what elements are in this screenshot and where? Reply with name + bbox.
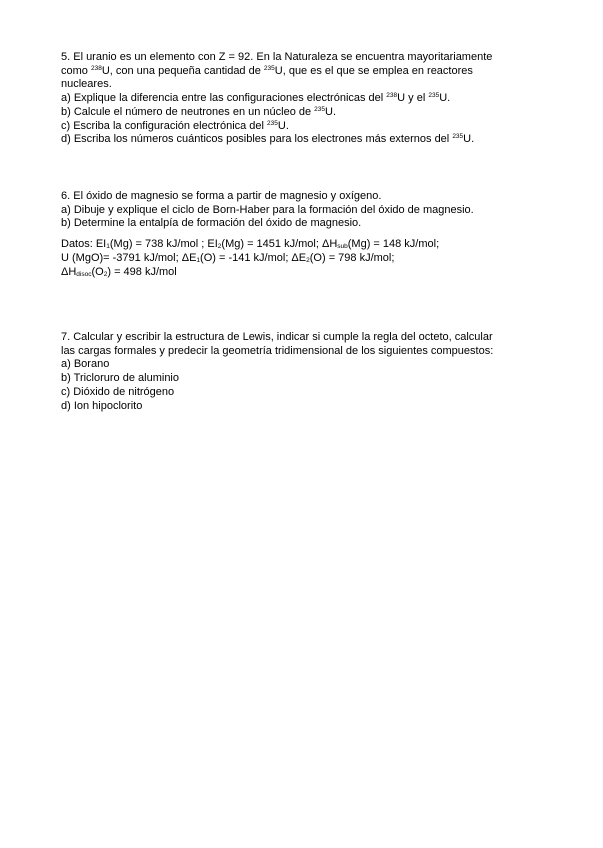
isotope-mass-238: 238: [90, 64, 102, 72]
q7-line-1: 7. Calcular y escribir la estructura de Lewis, indicar si cumple la regla del octeto, calcular: [61, 331, 493, 343]
q7-item-d: d) Ion hipoclorito: [61, 399, 143, 412]
q5-item-a: a) Explique la diferencia entre las configuraciones electrónicas del $^{238}$U y el $^{235}$U.: [61, 92, 451, 105]
q6-line-1: 6. El óxido de magnesio se forma a partir de magnesio y oxígeno.: [61, 190, 382, 202]
question-5: [61, 51, 551, 147]
q6-data-line-3: $\Delta H_{disoc}(O_2) = 498$ kJ/mol: [61, 265, 177, 278]
q5-item-d: d) Escriba los números cuánticos posibles para los electrones más externos del $^{235}$U.: [61, 133, 475, 146]
q6-item-b: b) Determine la entalpía de formación del óxido de magnesio.: [61, 217, 362, 230]
q7-item-c: c) Dióxido de nitrógeno: [61, 385, 175, 398]
q6-data-line-2: U (MgO)= -3791 kJ/mol; $\Delta E_1(O) = -141$ kJ/mol; $\Delta E_2(O) = 798$ kJ/mol;: [61, 251, 395, 264]
question-7: [61, 331, 551, 413]
isotope-mass-235: 235: [263, 64, 275, 72]
q5-item-b: b) Calcule el número de neutrones en un núcleo de $^{235}$U.: [61, 105, 337, 118]
q7-item-a: a) Borano: [61, 358, 110, 371]
q5-line-1: 5. El uranio es un elemento con Z = 92. En la Naturaleza se encuentra mayoritariamente: [61, 51, 493, 63]
q5-line-2: como $^{238}$U, con una pequeña cantidad de $^{235}$U, que es el que se emplea en reactores: [61, 64, 473, 77]
q7-line-2: las cargas formales y predecir la geometría tridimensional de los siguientes compuestos:: [61, 344, 494, 357]
q6-data-line-1: Datos: $EI_1(Mg) = 738$ kJ/mol ; $EI_2(Mg) = 1451$ kJ/mol; $\Delta H_{sub}(Mg) = 148$ kJ/mol;: [61, 238, 440, 251]
q5-item-c: c) Escriba la configuración electrónica del $^{235}$U.: [61, 119, 289, 132]
question-6: [61, 190, 551, 279]
q6-item-a: a) Dibuje y explique el ciclo de Born-Haber para la formación del óxido de magnesio.: [61, 203, 474, 216]
q5-line-3: nucleares.: [61, 78, 112, 91]
q7-item-b: b) Tricloruro de aluminio: [61, 372, 179, 385]
